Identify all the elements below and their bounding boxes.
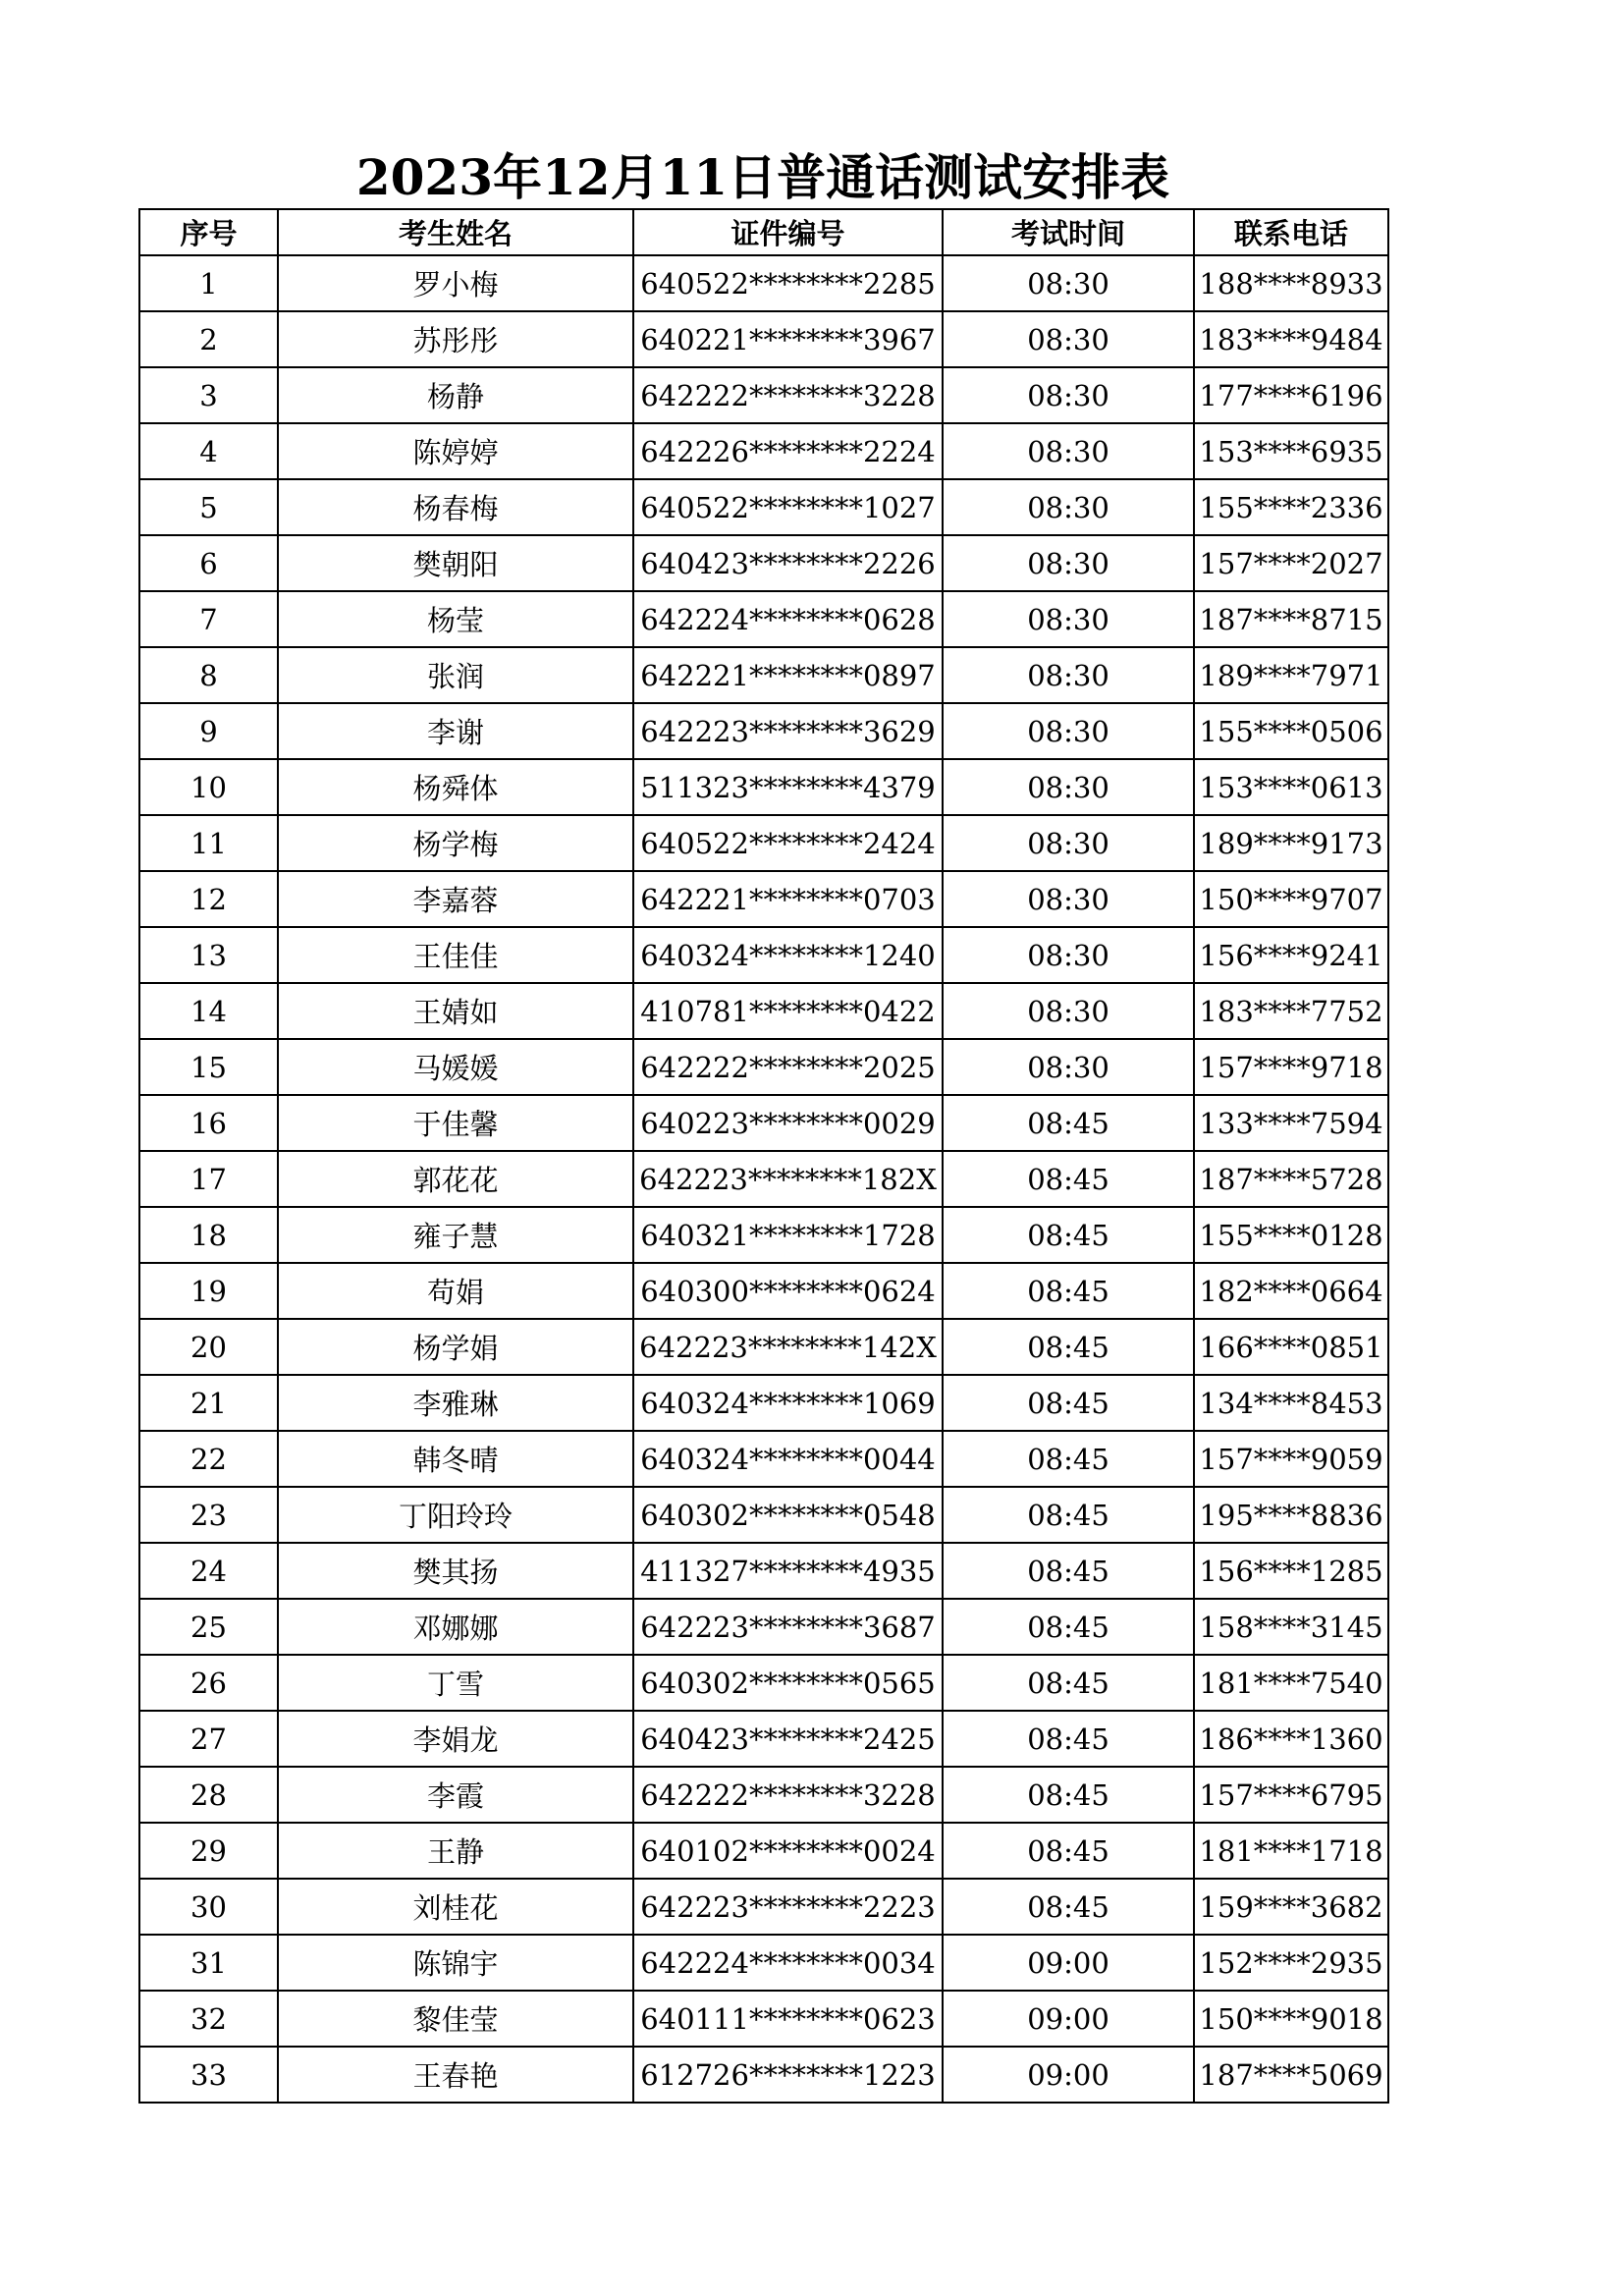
cell-index: 27 [139,1711,278,1767]
cell-index: 1 [139,255,278,311]
cell-index: 6 [139,535,278,591]
table-row [139,255,1388,311]
cell-id-number: 642221********0703 [633,871,943,927]
cell-phone: 153****0613 [1194,759,1388,815]
cell-name: 罗小梅 [278,255,633,311]
cell-phone: 157****2027 [1194,535,1388,591]
cell-exam-time: 08:45 [943,1375,1194,1431]
cell-index: 5 [139,479,278,535]
cell-exam-time: 08:30 [943,591,1194,647]
cell-name: 李霞 [278,1767,633,1823]
table-row [139,647,1388,703]
cell-phone: 189****9173 [1194,815,1388,871]
cell-exam-time: 08:30 [943,815,1194,871]
cell-phone: 189****7971 [1194,647,1388,703]
cell-name: 苟娟 [278,1263,633,1319]
cell-name: 李娟龙 [278,1711,633,1767]
table-row [139,1319,1388,1375]
cell-id-number: 640300********0624 [633,1263,943,1319]
cell-phone: 182****0664 [1194,1263,1388,1319]
cell-id-number: 640324********0044 [633,1431,943,1487]
cell-name: 韩冬晴 [278,1431,633,1487]
table-row [139,591,1388,647]
cell-name: 陈锦宇 [278,1935,633,1991]
cell-name: 郭花花 [278,1151,633,1207]
cell-phone: 157****9059 [1194,1431,1388,1487]
cell-exam-time: 08:30 [943,1039,1194,1095]
cell-id-number: 410781********0422 [633,983,943,1039]
cell-name: 陈婷婷 [278,423,633,479]
cell-phone: 188****8933 [1194,255,1388,311]
cell-exam-time: 08:30 [943,927,1194,983]
cell-index: 14 [139,983,278,1039]
cell-exam-time: 08:45 [943,1543,1194,1599]
table-row [139,535,1388,591]
cell-name: 于佳馨 [278,1095,633,1151]
cell-id-number: 640522********1027 [633,479,943,535]
table-row [139,1767,1388,1823]
cell-index: 32 [139,1991,278,2047]
cell-index: 8 [139,647,278,703]
table-row [139,1655,1388,1711]
cell-phone: 156****1285 [1194,1543,1388,1599]
table-row [139,1375,1388,1431]
cell-index: 11 [139,815,278,871]
cell-name: 杨静 [278,367,633,423]
table-row [139,2047,1388,2103]
cell-name: 李嘉蓉 [278,871,633,927]
cell-phone: 159****3682 [1194,1879,1388,1935]
cell-name: 樊其扬 [278,1543,633,1599]
cell-name: 杨莹 [278,591,633,647]
cell-index: 18 [139,1207,278,1263]
cell-phone: 158****3145 [1194,1599,1388,1655]
cell-index: 22 [139,1431,278,1487]
cell-name: 苏彤彤 [278,311,633,367]
table-row [139,703,1388,759]
cell-id-number: 642223********3687 [633,1599,943,1655]
cell-phone: 157****6795 [1194,1767,1388,1823]
column-header-name: 考生姓名 [278,209,633,255]
cell-exam-time: 08:45 [943,1767,1194,1823]
cell-name: 王静 [278,1823,633,1879]
cell-index: 28 [139,1767,278,1823]
cell-index: 26 [139,1655,278,1711]
cell-phone: 156****9241 [1194,927,1388,983]
cell-name: 邓娜娜 [278,1599,633,1655]
cell-phone: 187****5069 [1194,2047,1388,2103]
cell-id-number: 640324********1240 [633,927,943,983]
cell-phone: 186****1360 [1194,1711,1388,1767]
cell-index: 33 [139,2047,278,2103]
cell-phone: 187****8715 [1194,591,1388,647]
cell-phone: 150****9707 [1194,871,1388,927]
cell-exam-time: 08:45 [943,1823,1194,1879]
cell-id-number: 642223********3629 [633,703,943,759]
cell-index: 3 [139,367,278,423]
table-row [139,927,1388,983]
cell-exam-time: 08:30 [943,255,1194,311]
cell-phone: 155****0506 [1194,703,1388,759]
cell-index: 19 [139,1263,278,1319]
cell-exam-time: 08:45 [943,1655,1194,1711]
cell-exam-time: 08:30 [943,871,1194,927]
cell-name: 李谢 [278,703,633,759]
cell-index: 29 [139,1823,278,1879]
cell-phone: 153****6935 [1194,423,1388,479]
cell-id-number: 640522********2285 [633,255,943,311]
table-row [139,1431,1388,1487]
cell-phone: 187****5728 [1194,1151,1388,1207]
cell-id-number: 640423********2425 [633,1711,943,1767]
cell-name: 王婧如 [278,983,633,1039]
cell-name: 黎佳莹 [278,1991,633,2047]
cell-phone: 155****2336 [1194,479,1388,535]
cell-exam-time: 08:45 [943,1431,1194,1487]
table-row [139,1935,1388,1991]
cell-index: 17 [139,1151,278,1207]
table-row [139,759,1388,815]
table-row [139,311,1388,367]
cell-name: 雍子慧 [278,1207,633,1263]
cell-id-number: 511323********4379 [633,759,943,815]
cell-id-number: 411327********4935 [633,1543,943,1599]
table-row [139,1039,1388,1095]
table-row [139,367,1388,423]
cell-phone: 183****7752 [1194,983,1388,1039]
cell-index: 16 [139,1095,278,1151]
cell-index: 9 [139,703,278,759]
cell-name: 王春艳 [278,2047,633,2103]
cell-name: 樊朝阳 [278,535,633,591]
column-header-exam-time: 考试时间 [943,209,1194,255]
cell-exam-time: 08:45 [943,1207,1194,1263]
cell-exam-time: 09:00 [943,2047,1194,2103]
cell-exam-time: 08:45 [943,1879,1194,1935]
cell-exam-time: 08:30 [943,703,1194,759]
cell-id-number: 642224********0034 [633,1935,943,1991]
cell-name: 丁雪 [278,1655,633,1711]
cell-exam-time: 08:30 [943,647,1194,703]
column-header-id-number: 证件编号 [633,209,943,255]
cell-id-number: 642221********0897 [633,647,943,703]
cell-exam-time: 08:30 [943,311,1194,367]
cell-index: 15 [139,1039,278,1095]
table-header-row [139,209,1388,255]
cell-id-number: 642223********182X [633,1151,943,1207]
cell-name: 刘桂花 [278,1879,633,1935]
cell-id-number: 642224********0628 [633,591,943,647]
cell-exam-time: 08:30 [943,367,1194,423]
cell-id-number: 640221********3967 [633,311,943,367]
cell-name: 杨春梅 [278,479,633,535]
cell-name: 王佳佳 [278,927,633,983]
table-row [139,1991,1388,2047]
cell-id-number: 642223********142X [633,1319,943,1375]
cell-exam-time: 08:30 [943,535,1194,591]
column-header-index: 序号 [139,209,278,255]
cell-phone: 134****8453 [1194,1375,1388,1431]
cell-exam-time: 08:30 [943,983,1194,1039]
cell-index: 12 [139,871,278,927]
cell-index: 7 [139,591,278,647]
cell-phone: 177****6196 [1194,367,1388,423]
cell-index: 24 [139,1543,278,1599]
cell-name: 马媛媛 [278,1039,633,1095]
table-row [139,1543,1388,1599]
cell-phone: 150****9018 [1194,1991,1388,2047]
cell-index: 10 [139,759,278,815]
cell-index: 4 [139,423,278,479]
cell-id-number: 640111********0623 [633,1991,943,2047]
cell-name: 杨学梅 [278,815,633,871]
table-row [139,1151,1388,1207]
cell-name: 张润 [278,647,633,703]
table-row [139,1711,1388,1767]
page-title: 2023年12月11日普通话测试安排表 [355,148,1170,206]
cell-index: 23 [139,1487,278,1543]
cell-exam-time: 08:45 [943,1095,1194,1151]
cell-exam-time: 09:00 [943,1935,1194,1991]
cell-id-number: 642222********3228 [633,1767,943,1823]
cell-exam-time: 08:45 [943,1599,1194,1655]
cell-index: 20 [139,1319,278,1375]
cell-id-number: 640324********1069 [633,1375,943,1431]
cell-index: 25 [139,1599,278,1655]
cell-exam-time: 08:45 [943,1711,1194,1767]
cell-phone: 181****1718 [1194,1823,1388,1879]
table-row [139,1207,1388,1263]
cell-phone: 183****9484 [1194,311,1388,367]
cell-exam-time: 08:45 [943,1319,1194,1375]
table-row [139,1599,1388,1655]
cell-phone: 152****2935 [1194,1935,1388,1991]
schedule-table [138,208,1389,2104]
cell-name: 丁阳玲玲 [278,1487,633,1543]
cell-exam-time: 08:30 [943,479,1194,535]
table-row [139,871,1388,927]
cell-index: 31 [139,1935,278,1991]
cell-phone: 155****0128 [1194,1207,1388,1263]
cell-name: 李雅琳 [278,1375,633,1431]
cell-phone: 157****9718 [1194,1039,1388,1095]
cell-index: 13 [139,927,278,983]
table-row [139,815,1388,871]
table-row [139,1879,1388,1935]
table-row [139,1487,1388,1543]
cell-id-number: 612726********1223 [633,2047,943,2103]
cell-phone: 195****8836 [1194,1487,1388,1543]
cell-id-number: 640522********2424 [633,815,943,871]
cell-phone: 181****7540 [1194,1655,1388,1711]
cell-exam-time: 08:30 [943,423,1194,479]
table-row [139,1095,1388,1151]
cell-exam-time: 08:45 [943,1151,1194,1207]
cell-id-number: 640102********0024 [633,1823,943,1879]
cell-id-number: 640223********0029 [633,1095,943,1151]
cell-id-number: 642222********3228 [633,367,943,423]
cell-phone: 133****7594 [1194,1095,1388,1151]
cell-id-number: 640302********0565 [633,1655,943,1711]
cell-id-number: 642222********2025 [633,1039,943,1095]
cell-exam-time: 09:00 [943,1991,1194,2047]
table-row [139,1263,1388,1319]
cell-phone: 166****0851 [1194,1319,1388,1375]
cell-index: 30 [139,1879,278,1935]
column-header-phone: 联系电话 [1194,209,1388,255]
cell-name: 杨学娟 [278,1319,633,1375]
table-row [139,983,1388,1039]
cell-id-number: 640423********2226 [633,535,943,591]
cell-exam-time: 08:45 [943,1487,1194,1543]
cell-name: 杨舜体 [278,759,633,815]
cell-index: 21 [139,1375,278,1431]
cell-id-number: 642226********2224 [633,423,943,479]
table-row [139,423,1388,479]
cell-id-number: 640321********1728 [633,1207,943,1263]
table-row [139,1823,1388,1879]
cell-id-number: 640302********0548 [633,1487,943,1543]
cell-index: 2 [139,311,278,367]
table-row [139,479,1388,535]
cell-exam-time: 08:30 [943,759,1194,815]
cell-id-number: 642223********2223 [633,1879,943,1935]
cell-exam-time: 08:45 [943,1263,1194,1319]
